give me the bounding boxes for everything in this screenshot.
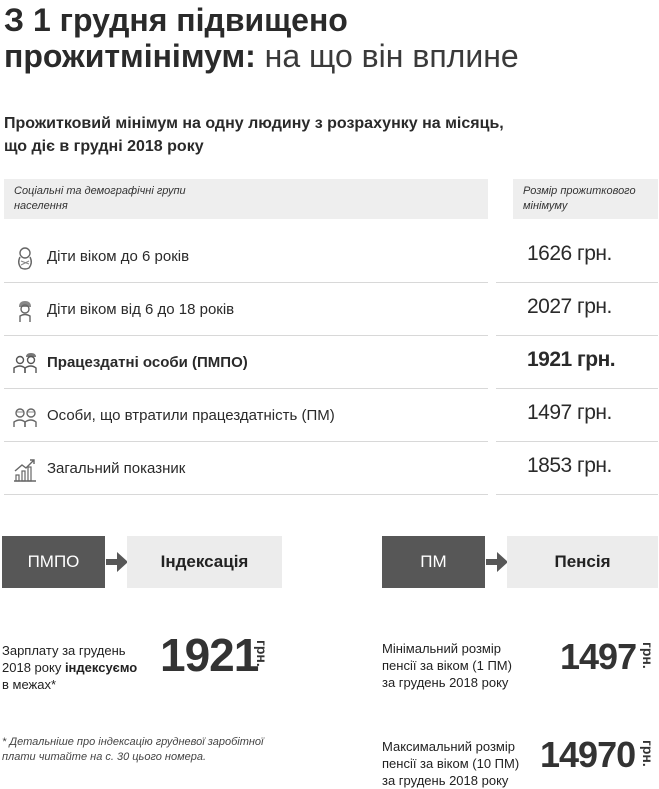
flow-target-pension: Пенсія <box>507 536 658 588</box>
pension-max-amount: 14970 <box>540 734 636 775</box>
indexation-line2-bold: індексуємо <box>64 660 138 675</box>
row-label: Загальний показник <box>47 460 186 477</box>
pension-min-line3: за грудень 2018 року <box>382 675 509 690</box>
divider <box>496 388 658 389</box>
table-row <box>4 231 658 283</box>
footnote-line2: плати читайте на с. 30 цього номера. <box>2 751 207 763</box>
workers-icon <box>12 351 38 377</box>
divider <box>496 282 658 283</box>
pension-min-line2: пенсії за віком (1 ПМ) <box>382 658 512 673</box>
divider <box>4 335 488 336</box>
pension-min-line1: Мінімальний розмір <box>382 641 501 656</box>
title-line-1: З 1 грудня підвищено <box>4 2 348 38</box>
footnote <box>2 735 272 765</box>
caption-line-2: що діє в грудні 2018 року <box>4 138 204 155</box>
divider <box>496 335 658 336</box>
column-header-amount-line1: Розмір прожиткового <box>523 185 636 197</box>
pension-max-line2: пенсії за віком (10 ПМ) <box>382 756 520 771</box>
table-row <box>4 390 658 442</box>
indexation-line3: в межах* <box>2 677 57 692</box>
baby-icon <box>12 245 38 271</box>
footnote-line1: * Детальніше про індексацію грудневої заробітної <box>2 736 264 748</box>
column-header-groups <box>4 179 488 219</box>
elderly-icon <box>12 404 38 430</box>
pension-max-text <box>382 738 542 789</box>
row-value: 1853 грн. <box>527 454 612 477</box>
row-label: Працездатні особи (ПМПО) <box>47 354 248 371</box>
column-header-amount <box>513 179 658 219</box>
row-label: Діти віком до 6 років <box>47 248 190 265</box>
column-header-amount-line2: мінімуму <box>523 200 568 212</box>
table-row <box>4 443 658 495</box>
row-value: 1626 грн. <box>527 242 612 265</box>
divider <box>4 388 488 389</box>
divider <box>4 494 488 495</box>
divider <box>4 441 488 442</box>
indexation-line2-normal: 2018 року <box>2 660 65 675</box>
title-light-part: на що він вплине <box>255 38 519 74</box>
divider <box>4 282 488 283</box>
row-value: 2027 грн. <box>527 295 612 318</box>
pension-min-text <box>382 640 542 691</box>
row-label: Особи, що втратили працездатність (ПМ) <box>47 407 335 424</box>
flow-pension <box>382 536 658 588</box>
title-line-2 <box>4 38 654 74</box>
pension-min-amount: 1497 <box>560 636 637 677</box>
row-value: 1497 грн. <box>527 401 612 424</box>
growth-chart-icon <box>12 457 38 483</box>
indexation-line2 <box>2 659 152 676</box>
flow-source-pm: ПМ <box>382 536 485 588</box>
divider <box>496 441 658 442</box>
row-label: Діти віком від 6 до 18 років <box>47 301 235 318</box>
indexation-unit: грн. <box>254 640 270 667</box>
child-icon <box>12 298 38 324</box>
indexation-text <box>2 642 152 693</box>
row-value: 1921 грн. <box>527 348 616 371</box>
pension-min-unit: грн. <box>640 642 656 669</box>
table-row <box>4 337 658 389</box>
arrow-right-icon <box>106 550 128 574</box>
title-bold-part: прожитмінімум: <box>4 38 256 74</box>
pension-max-line1: Максимальний розмір <box>382 739 515 754</box>
page-title <box>4 2 654 74</box>
flow-indexation <box>2 536 282 588</box>
pension-max-line3: за грудень 2018 року <box>382 773 509 788</box>
column-header-groups-line2: населення <box>14 200 68 212</box>
indexation-amount: 1921 <box>160 629 259 681</box>
divider <box>496 494 658 495</box>
pension-max-unit: грн. <box>640 740 656 767</box>
flow-source-pmpo: ПМПО <box>2 536 105 588</box>
column-header-groups-line1: Соціальні та демографічні групи <box>14 185 186 197</box>
indexation-line1: Зарплату за грудень <box>2 643 126 658</box>
caption-line-1: Прожитковий мінімум на одну людину з розрахунку на місяць, <box>4 115 504 132</box>
table-row <box>4 284 658 336</box>
table-caption <box>4 112 604 158</box>
flow-target-indexation: Індексація <box>127 536 282 588</box>
arrow-right-icon <box>486 550 508 574</box>
